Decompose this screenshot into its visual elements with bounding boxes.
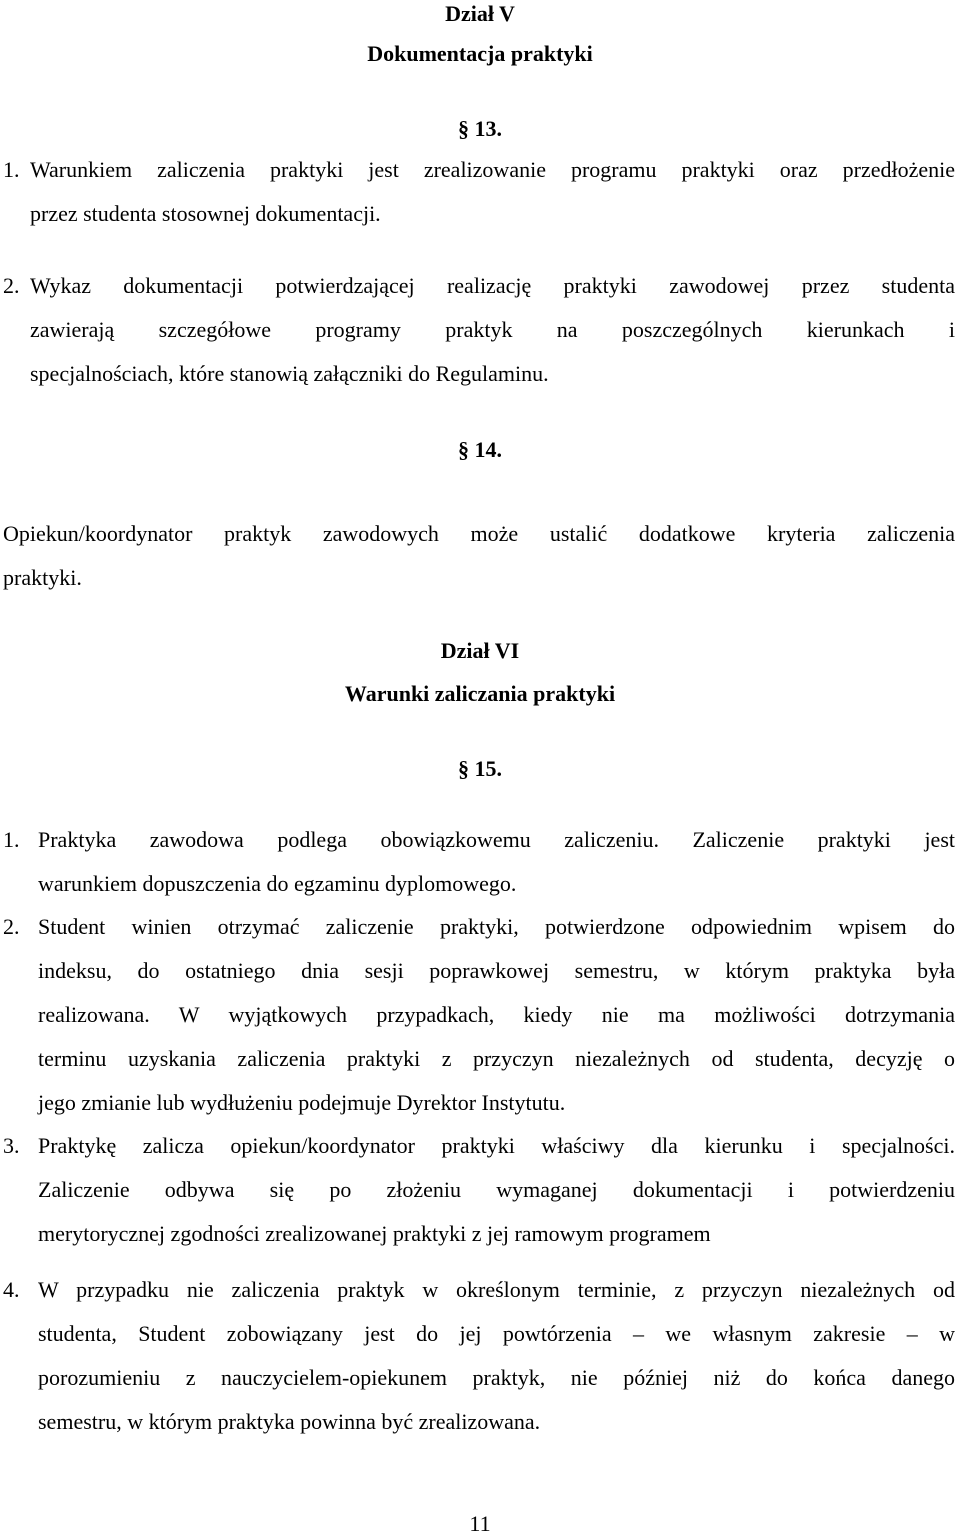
list-item-text: studenta, Student zobowiązany jest do jej powtórzenia – we własnym zakresie – w — [38, 1321, 955, 1346]
section-heading: Dział VI — [440, 638, 520, 663]
list-item-text: Praktykę zalicza opiekun/koordynator praktyki właściwy dla kierunku i specjalności. — [38, 1133, 955, 1158]
paragraph-text: Opiekun/koordynator praktyk zawodowych może ustalić dodatkowe kryteria zaliczenia — [3, 521, 955, 546]
list-item-text: terminu uzyskania zaliczenia praktyki z przyczyn niezależnych od studenta, decyzję o — [38, 1046, 955, 1071]
list-item-text: jego zmianie lub wydłużeniu podejmuje Dyrektor Instytutu. — [38, 1090, 566, 1115]
list-item-text: specjalnościach, które stanowią załączniki do Regulaminu. — [30, 361, 549, 386]
list-item-text: porozumieniu z nauczycielem-opiekunem praktyk, nie później niż do końca danego — [38, 1365, 955, 1390]
list-item-text: semestru, w którym praktyka powinna być zrealizowana. — [38, 1409, 541, 1434]
list-item-text: indeksu, do ostatniego dnia sesji poprawkowej semestru, w którym praktyka była — [38, 958, 955, 983]
list-item-text: W przypadku nie zaliczenia praktyk w określonym terminie, z przyczyn niezależnych od — [38, 1277, 955, 1302]
section-title: Dokumentacja praktyki — [367, 41, 593, 66]
list-item-text: Zaliczenie odbywa się po złożeniu wymaganej dokumentacji i potwierdzeniu — [38, 1177, 955, 1202]
section-title: Warunki zaliczania praktyki — [344, 681, 616, 706]
list-item-text: Student winien otrzymać zaliczenie praktyki, potwierdzone odpowiednim wpisem do — [38, 914, 955, 939]
page-number: 11 — [469, 1511, 491, 1536]
list-number: 2. — [3, 914, 20, 939]
paragraph-number: § 13. — [458, 116, 502, 141]
list-number: 1. — [3, 827, 20, 852]
list-item-text: merytorycznej zgodności zrealizowanej praktyki z jej ramowym programem — [38, 1221, 711, 1246]
paragraph-text: praktyki. — [3, 565, 82, 590]
list-item-text: zawierają szczegółowe programy praktyk na poszczególnych kierunkach i — [30, 317, 955, 342]
list-item-text: przez studenta stosownej dokumentacji. — [30, 201, 381, 226]
list-number: 4. — [3, 1277, 20, 1302]
list-number: 2. — [3, 273, 20, 298]
section-heading: Dział V — [445, 1, 515, 26]
paragraph-number: § 14. — [458, 437, 502, 462]
paragraph-number: § 15. — [458, 756, 502, 781]
list-item-text: warunkiem dopuszczenia do egzaminu dyplomowego. — [38, 871, 517, 896]
list-item-text: Warunkiem zaliczenia praktyki jest zrealizowanie programu praktyki oraz przedłożenie — [30, 157, 955, 182]
list-number: 1. — [3, 157, 20, 182]
list-item-text: Praktyka zawodowa podlega obowiązkowemu zaliczeniu. Zaliczenie praktyki jest — [38, 827, 955, 852]
list-number: 3. — [3, 1133, 20, 1158]
list-item-text: Wykaz dokumentacji potwierdzającej realizację praktyki zawodowej przez studenta — [30, 273, 955, 298]
list-item-text: realizowana. W wyjątkowych przypadkach, kiedy nie ma możliwości dotrzymania — [38, 1002, 955, 1027]
